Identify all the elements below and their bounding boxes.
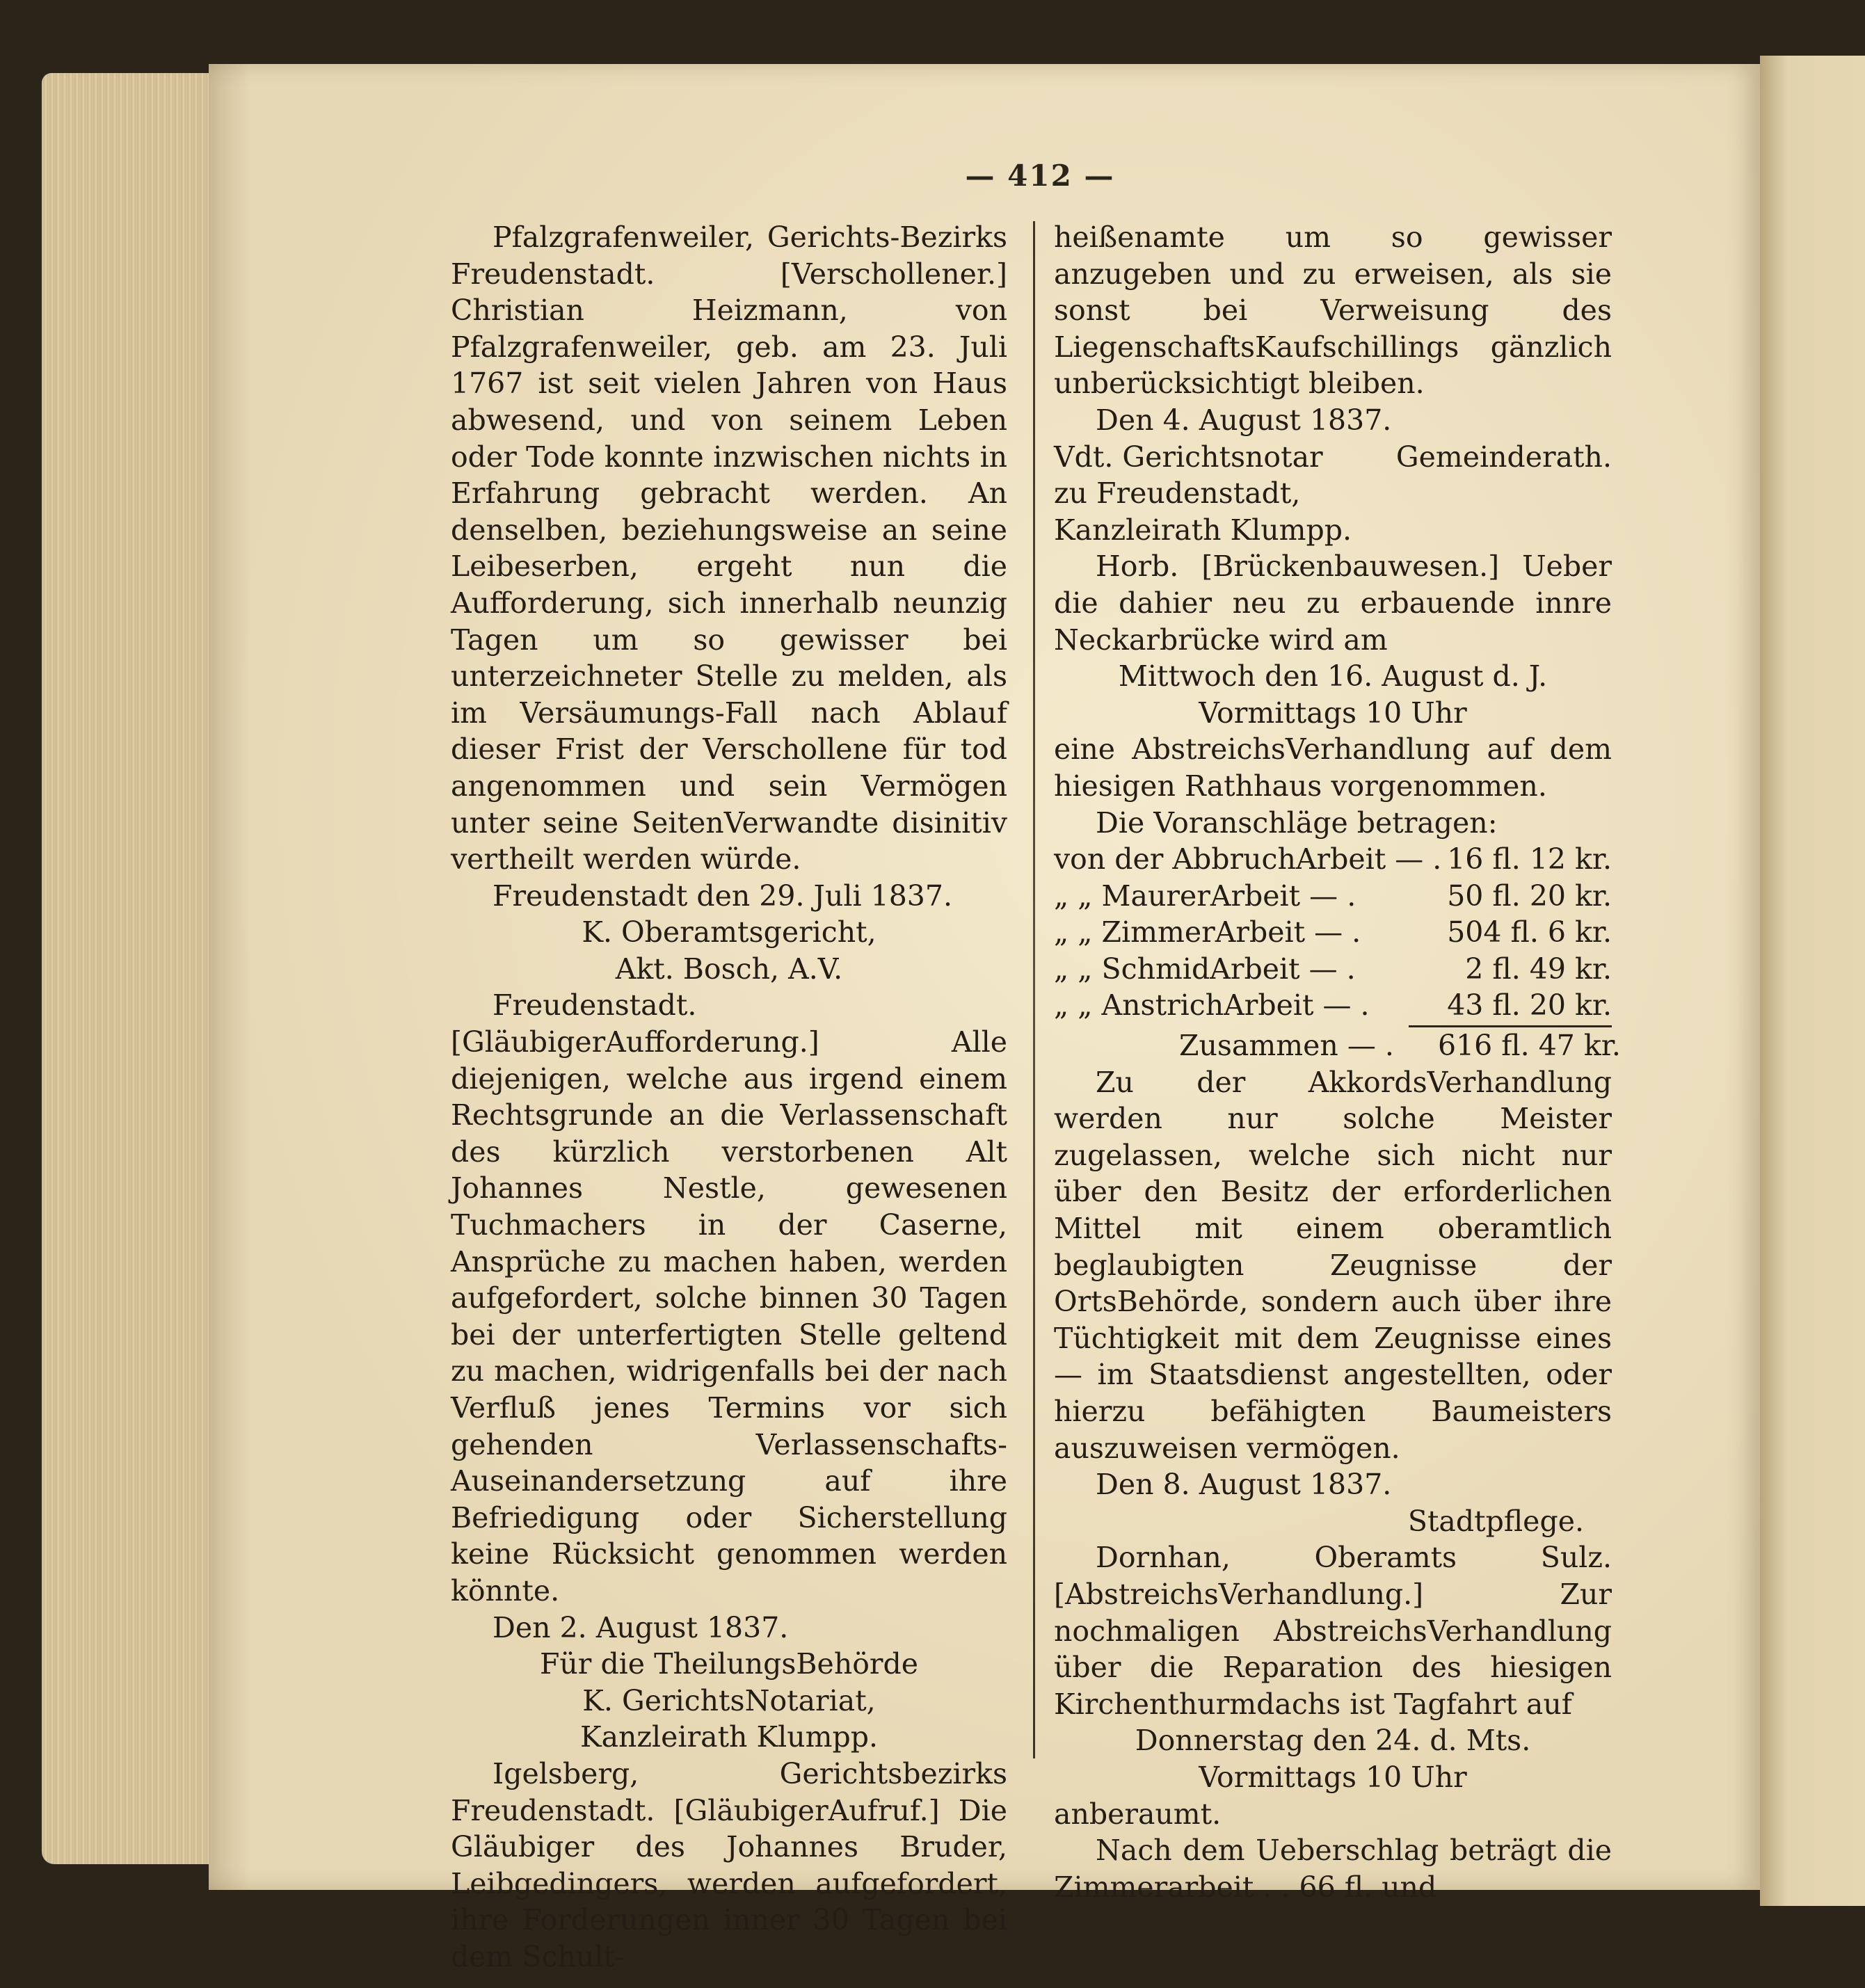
signature-line: Kanzleirath Klumpp. <box>579 1720 879 1754</box>
signature-row <box>1054 439 1612 476</box>
signature-office: K. Oberamtsgericht, <box>582 915 877 949</box>
notice-horb-continued: eine AbstreichsVerhandlung auf dem hiesigen Rathhaus vorgenommen. <box>1054 732 1612 803</box>
notice-date: Den 2. August 1837. <box>493 1610 789 1644</box>
notice-dornhan-estimate: Nach dem Ueberschlag beträgt die Zimmerarbeit . . 66 fl. und <box>1054 1834 1612 1904</box>
page-number: — 412 — <box>965 159 1115 193</box>
cost-amount: 504 fl. 6 kr. <box>1447 915 1612 949</box>
appointment-date: Donnerstag den 24. d. Mts. <box>1135 1724 1531 1758</box>
signature-left: Vdt. Gerichtsnotar <box>1054 440 1323 474</box>
cost-total-label: Zusammen — . <box>1179 1029 1394 1063</box>
notice-pfalzgrafenweiler: Pfalzgrafenweiler, Gerichts-Bezirks Freudenstadt. [Verschollener.] Christian Heizmann, von Pfalzgrafenweiler, geb. am 23. Juli 1767 ist seit vielen Jahren von Haus abwesend, und von seinem Leben oder Tode konnte inzwischen nichts in Erfahrung gebracht werden. An denselben, beziehungsweise an seine Leibeserben, ergeht nun die Aufforderung, sich innerhalb neunzig Tagen um so gewisser bei unterzeichneter Stelle zu melden, als im Versäumungs-Fall nach Ablauf dieser Frist der Verschollene für tod angenommen und sein Vermögen unter seine SeitenVerwandte disinitiv vertheilt werden würde. <box>451 221 1007 876</box>
cost-row <box>1054 841 1612 878</box>
notice-dornhan-continued: anberaumt. <box>1054 1797 1222 1831</box>
cost-amount: 50 fl. 20 kr. <box>1447 879 1612 913</box>
left-column <box>451 219 1007 1975</box>
appointment-time: Vormittags 10 Uhr <box>1199 1760 1467 1794</box>
notice-freudenstadt: Freudenstadt. [GläubigerAufforderung.] Alle diejenigen, welche aus irgend einem Rechtsgrunde an die Verlassenschaft des kürzlich verstorbenen Alt Johannes Nestle, gewesenen Tuchmachers in der Caserne, Ansprüche zu machen haben, werden aufgefordert, solche binnen 30 Tagen bei der unterfertigten Stelle geltend zu machen, widrigenfalls bei der nach Verfluß jenes Termins vor sich gehenden Verlassenschafts-Auseinandersetzung auf ihre Befriedigung oder Sicherstellung keine Rücksicht genommen werden könnte. <box>451 988 1007 1608</box>
signature-line: zu Freudenstadt, <box>1054 476 1301 511</box>
cost-item: von der AbbruchArbeit — . <box>1054 842 1442 876</box>
signature-line: Stadtpflege. <box>1407 1504 1584 1538</box>
appointment-date: Mittwoch den 16. August d. J. <box>1118 659 1548 694</box>
signature-line: K. GerichtsNotariat, <box>582 1683 876 1717</box>
cost-amount: 2 fl. 49 kr. <box>1465 952 1612 986</box>
cost-total-row <box>1054 1027 1621 1064</box>
notice-date: Den 8. August 1837. <box>1096 1468 1392 1502</box>
cost-row <box>1054 951 1612 988</box>
page-edges <box>42 73 223 1864</box>
notice-igelsberg: Igelsberg, Gerichtsbezirks Freudenstadt. [GläubigerAufruf.] Die Gläubiger des Johannes Bruder, Leibgedingers, werden aufgefordert, ihre Forderungen inner 30 Tagen bei dem Schult- <box>451 1756 1007 1973</box>
appointment-time: Vormittags 10 Uhr <box>1199 696 1467 730</box>
notice-dornhan: Dornhan, Oberamts Sulz. [AbstreichsVerhandlung.] Zur nochmaligen AbstreichsVerhandlung über die Reparation des hiesigen Kirchenthurmdachs ist Tagfahrt auf <box>1054 1541 1612 1721</box>
signature-right: Gemeinderath. <box>1395 440 1612 474</box>
facing-page <box>1760 56 1865 1906</box>
cost-row <box>1054 987 1612 1024</box>
estimates-intro: Die Voranschläge betragen: <box>1096 805 1498 840</box>
notice-continuation: heißenamte um so gewisser anzugeben und zu erweisen, als sie sonst bei Verweisung des LiegenschaftsKaufschillings gänzlich unberücksichtigt bleiben. <box>1054 221 1612 401</box>
cost-amount: 43 fl. 20 kr. <box>1447 988 1612 1023</box>
cost-item: „ „ ZimmerArbeit — . <box>1054 915 1361 949</box>
cost-item: „ „ AnstrichArbeit — . <box>1054 988 1370 1023</box>
column-rule <box>1033 221 1035 1758</box>
signature-name: Akt. Bosch, A.V. <box>615 952 843 986</box>
notice-horb: Horb. [Brückenbauwesen.] Ueber die dahier neu zu erbauende innre Neckarbrücke wird am <box>1054 550 1612 657</box>
cost-table <box>1054 841 1621 1064</box>
cost-item: „ „ SchmidArbeit — . <box>1054 952 1356 986</box>
cost-item: „ „ MaurerArbeit — . <box>1054 879 1356 913</box>
notice-date: Den 4. August 1837. <box>1096 403 1392 437</box>
right-column <box>1054 219 1621 1905</box>
cost-amount: 16 fl. 12 kr. <box>1447 842 1612 876</box>
cost-row <box>1054 914 1612 951</box>
notice-date: Freudenstadt den 29. Juli 1837. <box>493 879 953 913</box>
cost-row <box>1054 878 1612 915</box>
cost-total-amount: 616 fl. 47 kr. <box>1438 1029 1621 1063</box>
signature-line: Für die TheilungsBehörde <box>539 1647 919 1681</box>
notice-horb-conditions: Zu der AkkordsVerhandlung werden nur solche Meister zugelassen, welche sich nicht nur über den Besitz der erforderlichen Mittel mit einem oberamtlich beglaubigten Zeugnisse der OrtsBehörde, sondern auch über ihre Tüchtigkeit mit dem Zeugnisse eines — im Staatsdienst angestellten, oder hierzu befähigten Baumeisters auszuweisen vermögen. <box>1054 1065 1612 1465</box>
signature-line: Kanzleirath Klumpp. <box>1054 513 1352 547</box>
